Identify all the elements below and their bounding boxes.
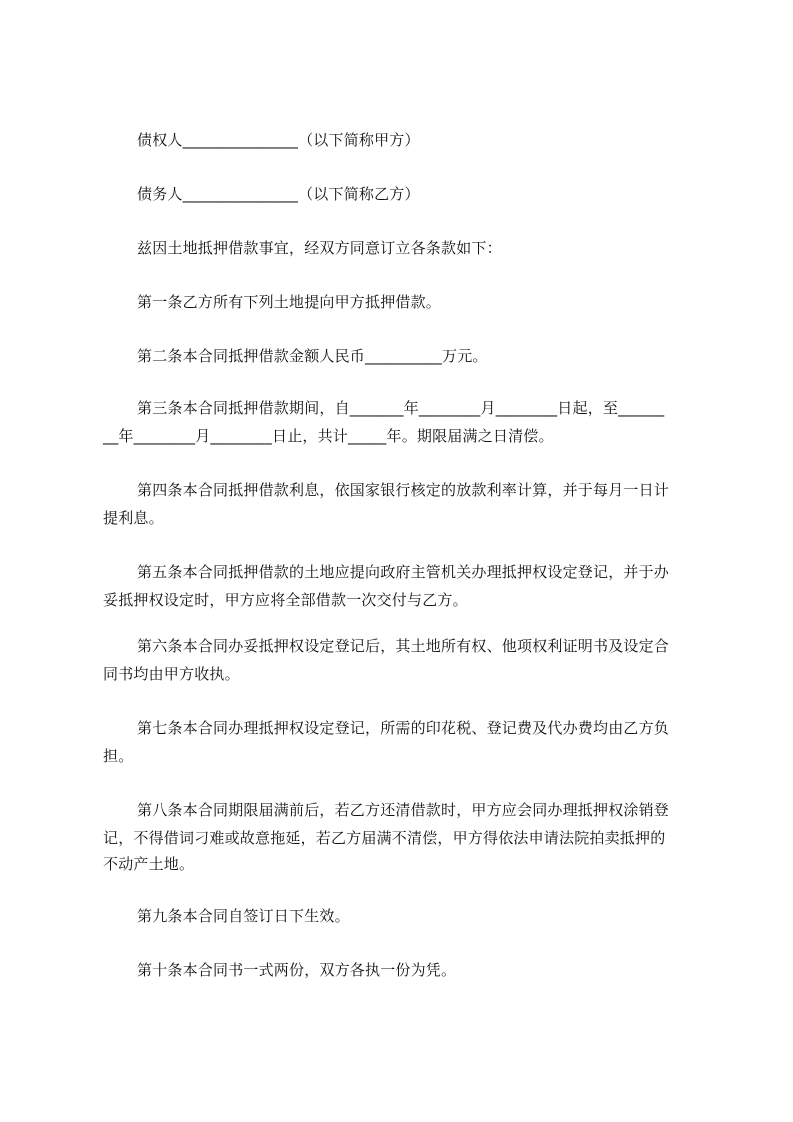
preamble-line: 兹因土地抵押借款事宜，经双方同意订立各条款如下： bbox=[137, 239, 502, 257]
article-9-line: 第九条本合同自签订日下生效。 bbox=[137, 907, 350, 925]
article-6-line-1: 第六条本合同办妥抵押权设定登记后，其土地所有权、他项权利证明书及设定合 bbox=[137, 637, 670, 655]
article-8-line-2: 记，不得借词刁难或故意拖延，若乙方届满不清偿，甲方得依法申请法院拍卖抵押的 bbox=[103, 829, 666, 847]
creditor-line: 债权人_______________（以下简称甲方） bbox=[137, 131, 420, 149]
article-10-line: 第十条本合同书一式两份，双方各执一份为凭。 bbox=[137, 961, 457, 979]
article-3-line-2: __年________月________日止，共计_____年。期限届满之日清偿。 bbox=[103, 427, 554, 445]
article-6-line-2: 同书均由甲方收执。 bbox=[103, 665, 240, 683]
article-7-line-1: 第七条本合同办理抵押权设定登记，所需的印花税、登记费及代办费均由乙方负 bbox=[137, 719, 670, 737]
article-5-line-1: 第五条本合同抵押借款的土地应提向政府主管机关办理抵押权设定登记，并于办 bbox=[137, 563, 670, 581]
article-4-line-2: 提利息。 bbox=[103, 509, 164, 527]
article-7-line-2: 担。 bbox=[103, 747, 134, 765]
article-3-line-1: 第三条本合同抵押借款期间，自_______年________月________日起，至______ bbox=[137, 399, 665, 417]
article-1-line: 第一条乙方所有下列土地提向甲方抵押借款。 bbox=[137, 293, 442, 311]
debtor-line: 债务人_______________（以下简称乙方） bbox=[137, 185, 420, 203]
article-4-line-1: 第四条本合同抵押借款利息，依国家银行核定的放款利率计算，并于每月一日计 bbox=[137, 481, 670, 499]
article-8-line-1: 第八条本合同期限届满前后，若乙方还清借款时，甲方应会同办理抵押权涂销登 bbox=[137, 801, 670, 819]
article-2-line: 第二条本合同抵押借款金额人民币__________万元。 bbox=[137, 347, 488, 365]
article-8-line-3: 不动产土地。 bbox=[103, 855, 195, 873]
article-5-line-2: 妥抵押权设定时，甲方应将全部借款一次交付与乙方。 bbox=[103, 591, 468, 609]
